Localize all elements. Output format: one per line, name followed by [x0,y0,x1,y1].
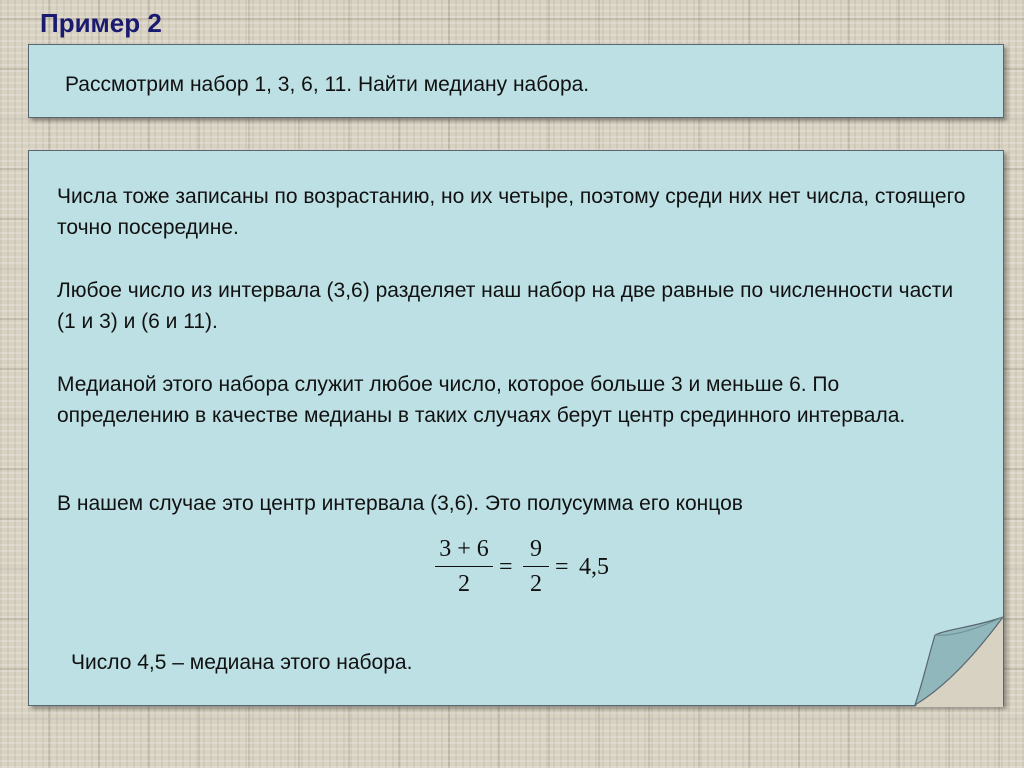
fraction-sum-numerator: 3 + 6 [439,536,489,562]
equals-sign-2: = [555,554,569,580]
fraction-sum-denominator: 2 [458,571,470,597]
problem-box [28,44,1004,118]
fraction-nine-halves [523,534,549,599]
formula-result: 4,5 [579,554,609,580]
problem-text: Рассмотрим набор 1, 3, 6, 11. Найти медиану набора. [65,73,590,96]
solution-paragraph-1: Числа тоже записаны по возрастанию, но их четыре, поэтому среди них нет числа, стоящего точно посередине. [57,185,966,239]
solution-paragraph-4: В нашем случае это центр интервала (3,6). Это полусумма его концов [57,492,743,515]
solution-box [28,150,1004,706]
solution-paragraph-3: Медианой этого набора служит любое число, которое больше 3 и меньше 6. По определению в качестве медианы в таких случаях берут центр срединного интервала. [57,373,906,427]
slide-title: Пример 2 [40,8,162,38]
fraction-sum [435,534,493,599]
solution-paragraph-2: Любое число из интервала (3,6) разделяет наш набор на две равные по численности части (1 и 3) и (6 и 11). [57,279,954,333]
fraction-nine-numerator: 9 [530,536,542,562]
fraction-sum-bar [435,566,493,567]
equals-sign-1: = [499,554,513,580]
conclusion-text: Число 4,5 – медиана этого набора. [71,651,413,674]
fraction-nine-denominator: 2 [530,571,542,597]
fraction-nine-bar [523,566,549,567]
page-curl-corner [885,615,1005,707]
